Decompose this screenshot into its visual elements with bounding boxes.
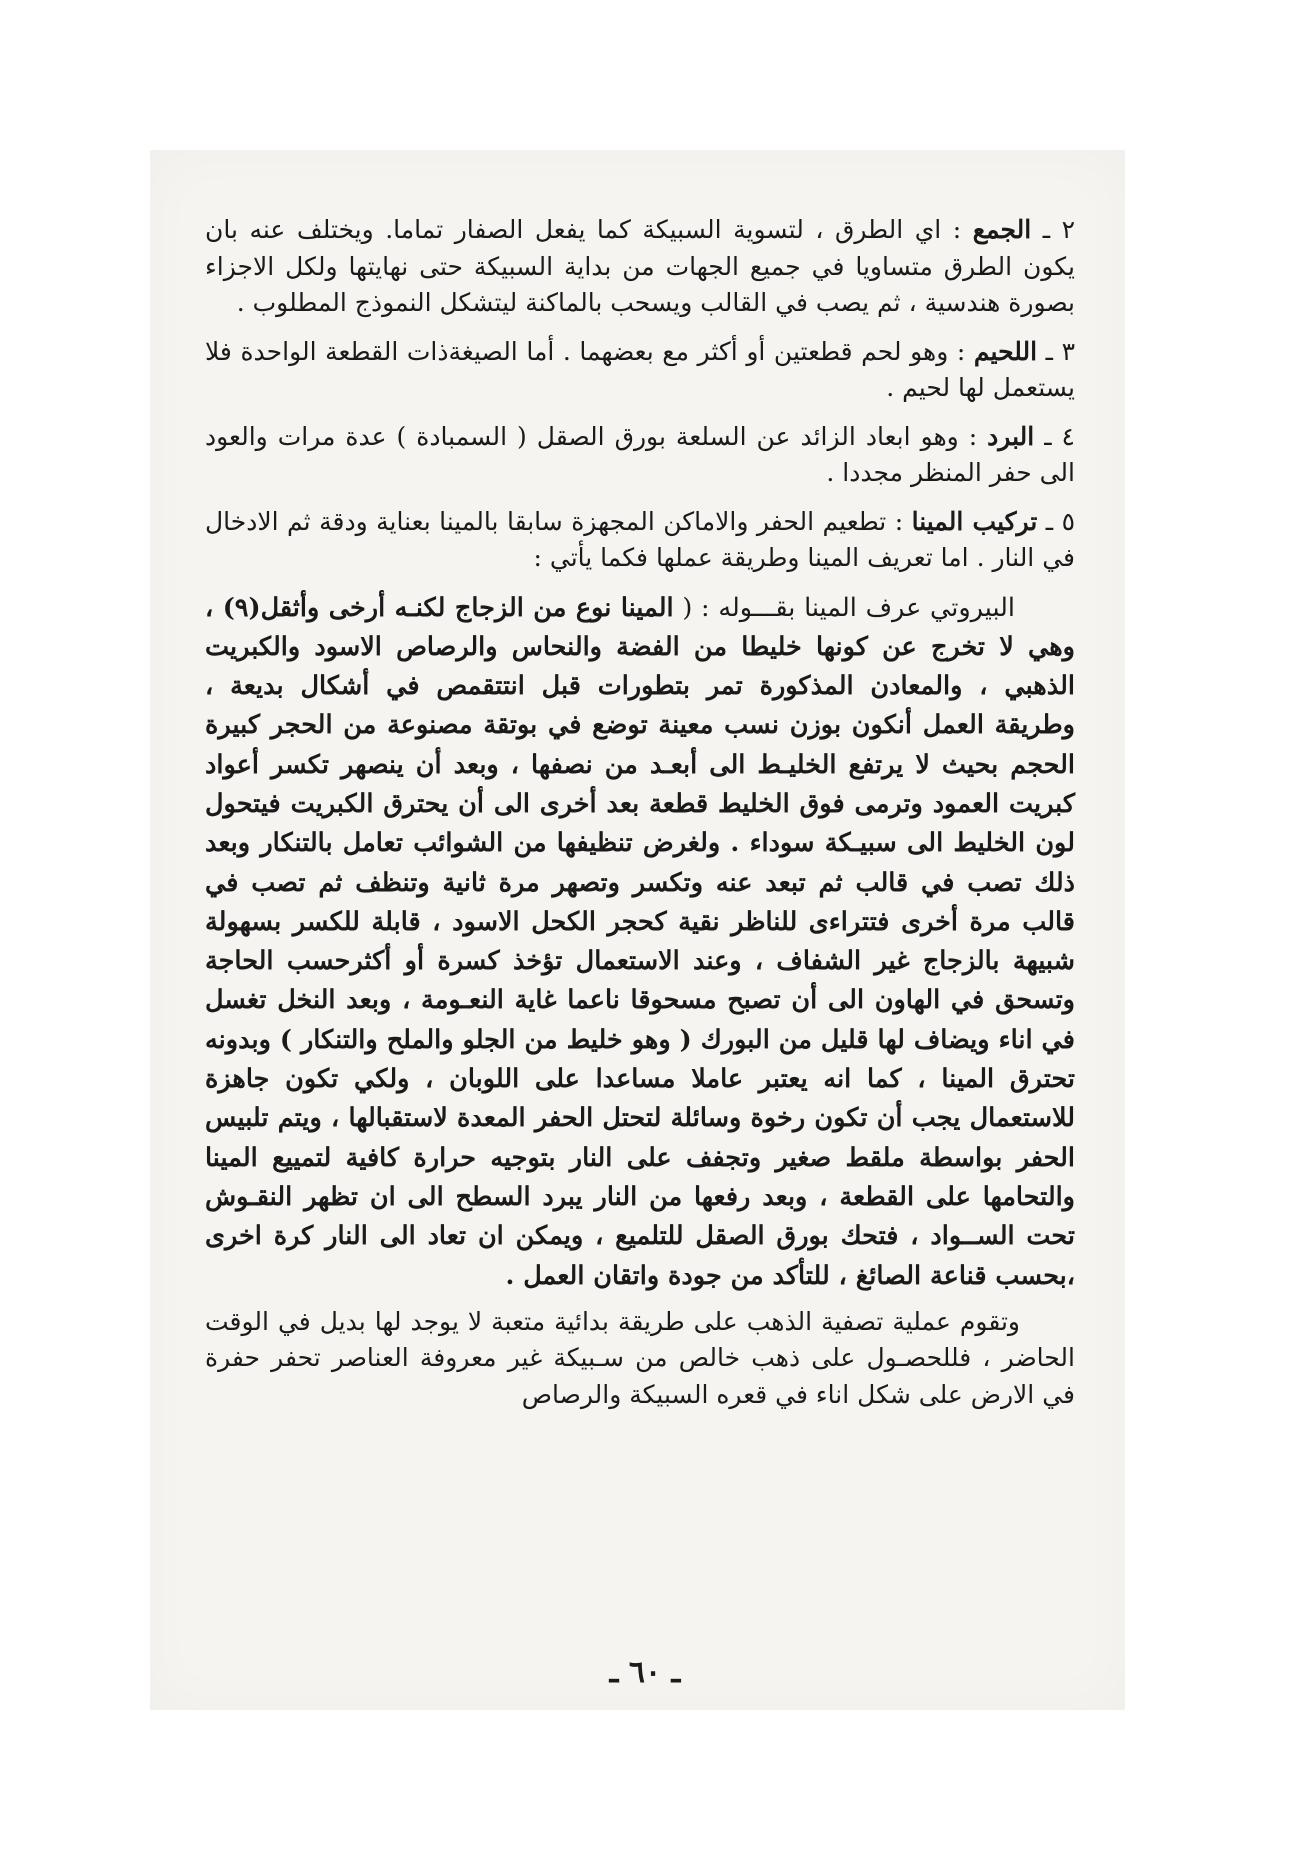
step-4-paragraph [205,419,1075,492]
step-3-paragraph [205,334,1075,407]
step-5-paragraph [205,504,1075,577]
step-4-number: ٤ ـ [1044,421,1075,451]
step-2-number: ٢ ـ [1042,215,1075,244]
biruni-quote-paragraph [205,589,1075,1296]
step-2-paragraph [205,212,1075,322]
step-4-text: : وهو ابعاد الزائد عن السلعة بورق الصقل ( السمبادة ) عدة مرات والعود الى حفر المنظر مجددا . [205,421,1075,487]
page-body [205,212,1075,1413]
step-5-label: تركيب المينا [911,506,1038,536]
quote-intro: البيروتي عرف المينا بقـــوله : ( [682,592,1015,623]
step-2-text: : اي الطرق ، لتسوية السبيكة كما يفعل الصفار تماما. ويختلف عنه بان يكون الطرق متساويا في جميع الجهات من بداية السبيكة حتى نهايتها ولكل الاجزاء بصورة هندسية ، ثم يصب في القالب ويسحب بالماكنة ليتشكل النموذج المطلوب . [205,215,1075,317]
gold-refining-paragraph: وتقوم عملية تصفية الذهب على طريقة بدائية متعبة لا يوجد لها بديل في الوقت الحاضر ، فللحصـول على ذهب خالص من سـبيكة غير معروفة العناصر تحفر حفرة في الارض على شكل اناء في قعره السبيكة والرصاص [205,1306,1075,1409]
step-3-text: : وهو لحم قطعتين أو أكثر مع بعضهما . أما الصيغةذات القطعة الواحدة فلا يستعمل لها لحيم . [205,336,1075,402]
step-3-number: ٣ ـ [1045,336,1075,366]
step-5-number: ٥ ـ [1045,506,1075,536]
quote-body: المينا نوع من الزجاج لكنـه أرخى وأثقل(٩) ، وهي لا تخرج عن كونها خليطا من الفضة والنحاس والرصاص الاسود والكبريت الذهبي ، والمعادن المذكورة تمر بتطورات قبل انتتقمص في أشكال بديعة ، وطريقة العمل أنكون بوزن نسب معينة توضع في بوتقة مصنوعة من الحجر كبيرة الحجم بحيث لا يرتفع الخليـط الى أبعـد من نصفها ، وبعد أن ينصهر تكسر أعواد كبريت العمود وترمى فوق الخليط قطعة بعد أخرى الى أن يحترق الكبريت فيتحول لون الخليط الى سبيـكة سوداء . ولغرض تنظيفها من الشوائب تعامل بالتنكار وبعد ذلك تصب في قالب ثم تبعد عنه وتكسر وتصهر مرة ثانية وتنظف ثم تصب في قالب مرة أخرى فتتراءى للناظر نقية كحجر الكحل الاسود ، قابلة للكسر بسهولة شبيهة بالزجاج غير الشفاف ، وعند الاستعمال تؤخذ كسرة أو أكثرحسب الحاجة وتسحق في الهاون الى أن تصبح مسحوقا ناعما غاية النعـومة ، وبعد النخل تغسل في اناء ويضاف لها قليل من البورك ( وهو خليط من الجلو والملح والتنكار ) وبدونه تحترق المينا ، كما انه يعتبر عاملا مساعدا على اللوبان ، ولكي تكون جاهزة للاستعمال يجب أن تكون رخوة وسائلة لتحتل الحفر المعدة لاستقبالها ، ويتم تلبيس الحفر بواسطة ملقط صغير وتجفف على النار بتوجيه حرارة كافية لتمييع المينا والتحامها على القطعة ، وبعد رفعها من النار يبرد السطح الى ان تظهر النقـوش تحت الســواد ، فتحك بورق الصقل للتلميع ، ويمكن ان تعاد الى النار كرة اخرى ،بحسب قناعة الصائغ ، للتأكد من جودة واتقان العمل . [205,592,1075,1291]
step-2-label: الجمع [972,215,1032,244]
step-4-label: البرد [987,421,1035,451]
page-number: ـ ٦٠ ـ [609,1655,681,1690]
step-5-text: : تطعيم الحفر والاماكن المجهزة سابقا بالمينا بعناية ودقة ثم الادخال في النار . اما تعريف المينا وطريقة عملها فكما يأتي : [205,506,1075,572]
step-3-label: اللحيم [973,336,1038,366]
